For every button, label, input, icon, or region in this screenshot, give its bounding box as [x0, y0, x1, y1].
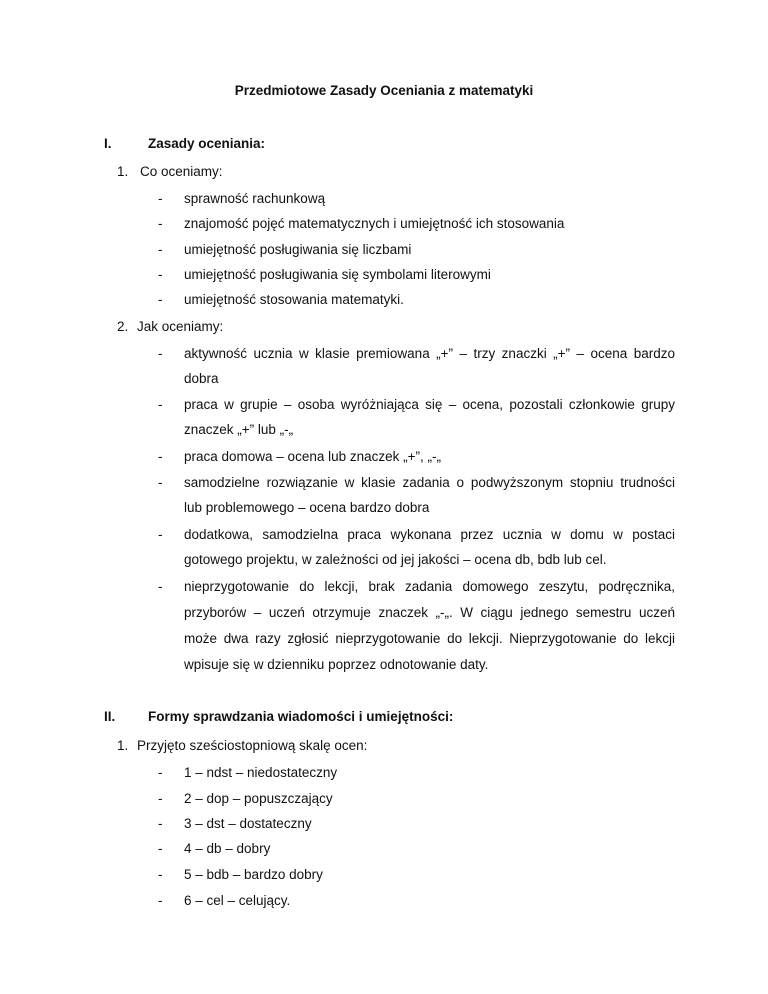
list-item-line: dobra: [184, 371, 219, 386]
section-1-sub-2-number: 2.: [117, 319, 129, 334]
page-title: Przedmiotowe Zasady Oceniania z matematyki: [234, 83, 534, 98]
list-dash: -: [158, 449, 163, 464]
section-2-heading: Formy sprawdzania wiadomości i umiejętności:: [148, 709, 454, 724]
section-2-sub-1-number: 1.: [117, 738, 129, 753]
list-item-line: praca w grupie – osoba wyróżniająca się – ocena, pozostali członkowie grupy: [184, 397, 675, 412]
section-1-heading: Zasady oceniania:: [148, 136, 266, 151]
list-item-line: może dwa razy zgłosić nieprzygotowanie do lekcji. Nieprzygotowanie do lekcji: [184, 631, 675, 646]
section-1-sub-2-label: Jak oceniamy:: [137, 319, 224, 334]
section-1-numeral: I.: [104, 136, 112, 151]
grade-item: 4 – db – dobry: [184, 841, 271, 856]
list-item-line: przyborów – uczeń otrzymuje znaczek „-„. W ciągu jednego semestru uczeń: [184, 605, 675, 620]
section-1-sub-1-label: Co oceniamy:: [140, 164, 223, 179]
grade-item: 1 – ndst – niedostateczny: [184, 765, 338, 780]
list-item-line: gotowego projektu, w zależności od jej jakości – ocena db, bdb lub cel.: [184, 552, 607, 567]
list-item: umiejętność posługiwania się liczbami: [184, 242, 412, 257]
list-item-line: praca domowa – ocena lub znaczek „+”, „-„: [184, 449, 441, 464]
list-dash: -: [158, 841, 163, 856]
list-item: umiejętność posługiwania się symbolami literowymi: [184, 267, 491, 282]
section-2-sub-1-label: Przyjęto sześciostopniową skalę ocen:: [137, 738, 368, 753]
list-dash: -: [158, 242, 163, 257]
grade-item: 6 – cel – celujący.: [184, 893, 291, 908]
list-dash: -: [158, 867, 163, 882]
list-item-line: dodatkowa, samodzielna praca wykonana przez ucznia w domu w postaci: [184, 527, 675, 542]
list-item-line: nieprzygotowanie do lekcji, brak zadania domowego zeszytu, podręcznika,: [184, 579, 675, 594]
list-dash: -: [158, 475, 163, 490]
grade-item: 3 – dst – dostateczny: [184, 816, 312, 831]
list-item-line: aktywność ucznia w klasie premiowana „+” – trzy znaczki „+” – ocena bardzo: [184, 346, 675, 361]
list-dash: -: [158, 267, 163, 282]
list-item-line: znaczek „+” lub „-„: [184, 422, 294, 437]
list-item-line: wpisuje się w dzienniku poprzez odnotowanie daty.: [184, 657, 489, 672]
section-2-numeral: II.: [104, 709, 116, 724]
list-dash: -: [158, 527, 163, 542]
list-item: sprawność rachunkową: [184, 191, 326, 206]
list-item: znajomość pojęć matematycznych i umiejętność ich stosowania: [184, 216, 565, 231]
list-dash: -: [158, 346, 163, 361]
list-item: umiejętność stosowania matematyki.: [184, 292, 404, 307]
list-dash: -: [158, 893, 163, 908]
list-dash: -: [158, 292, 163, 307]
list-item-line: lub problemowego – ocena bardzo dobra: [184, 500, 430, 515]
section-1-sub-1-number: 1.: [117, 164, 129, 179]
list-dash: -: [158, 816, 163, 831]
list-dash: -: [158, 191, 163, 206]
list-item-line: samodzielne rozwiązanie w klasie zadania o podwyższonym stopniu trudności: [184, 475, 675, 490]
grade-item: 2 – dop – popuszczający: [184, 791, 333, 806]
list-dash: -: [158, 216, 163, 231]
grade-item: 5 – bdb – bardzo dobry: [184, 867, 323, 882]
list-dash: -: [158, 765, 163, 780]
list-dash: -: [158, 791, 163, 806]
list-dash: -: [158, 579, 163, 594]
list-dash: -: [158, 397, 163, 412]
